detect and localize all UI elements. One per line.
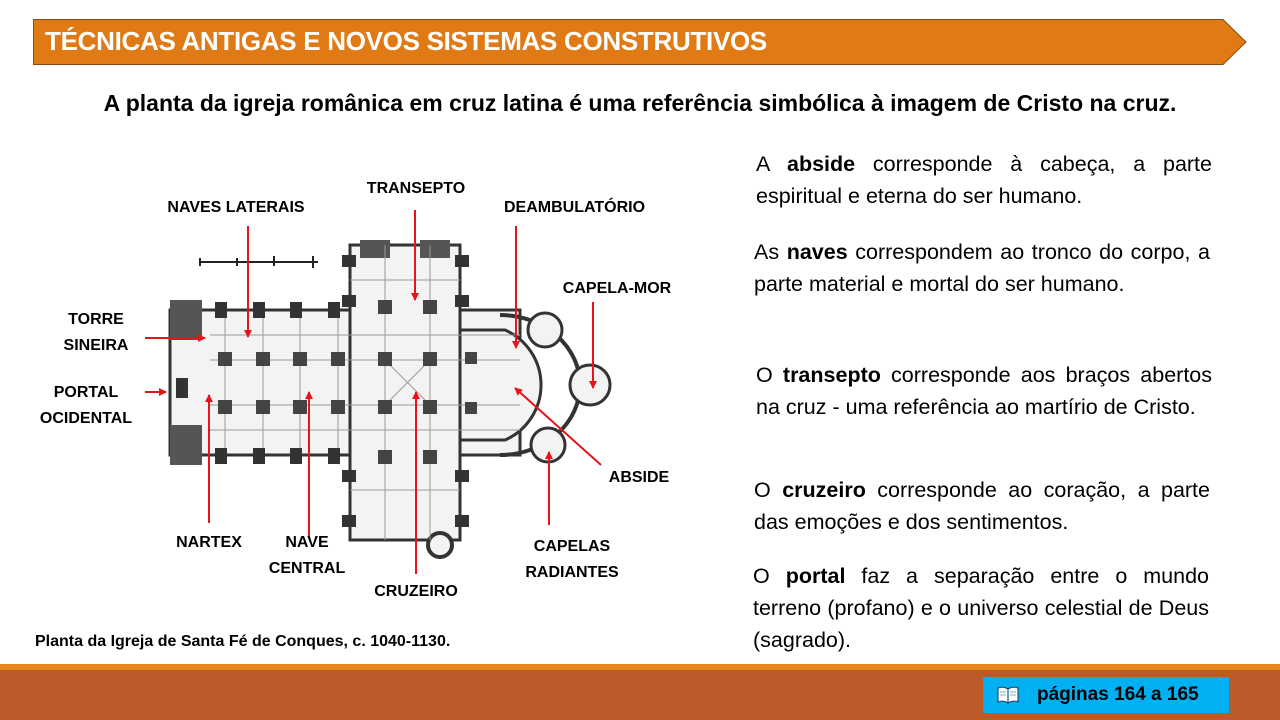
- label-capelas-radiantes: [516, 534, 628, 586]
- paragraph-cruzeiro: [754, 474, 1210, 538]
- label-portal-ocidental: [30, 380, 142, 432]
- label-capela-mor: CAPELA-MOR: [562, 280, 672, 297]
- para-text: correspondem ao tronco do corpo, a parte material e mortal do ser humano.: [754, 240, 1210, 296]
- para-text: O: [756, 363, 783, 387]
- label-portal-line1: PORTAL: [53, 384, 119, 401]
- scale-bar: [200, 256, 318, 268]
- label-portal-line2: OCIDENTAL: [39, 410, 133, 427]
- label-nave-central: [262, 530, 352, 582]
- para-text: corresponde ao coração, a parte das emoções e dos sentimentos.: [754, 478, 1210, 534]
- para-text: As: [754, 240, 787, 264]
- paragraph-transepto: [756, 359, 1212, 423]
- label-capelas-line1: CAPELAS: [533, 538, 611, 555]
- header-title: TÉCNICAS ANTIGAS E NOVOS SISTEMAS CONSTRUTIVOS: [45, 26, 767, 56]
- para-text: O: [753, 564, 786, 588]
- para-keyword: cruzeiro: [782, 478, 866, 502]
- label-capelas-line2: RADIANTES: [525, 564, 619, 581]
- label-nave-line2: CENTRAL: [268, 560, 346, 577]
- paragraph-portal: [753, 560, 1209, 656]
- paragraph-abside: [756, 148, 1212, 212]
- pages-label: páginas 164 a 165: [1037, 684, 1199, 705]
- label-nave-line1: NAVE: [285, 534, 329, 551]
- label-nartex: NARTEX: [176, 534, 242, 551]
- label-deambulatorio: DEAMBULATÓRIO: [503, 199, 646, 216]
- label-torre-line1: TORRE: [68, 311, 124, 328]
- book-icon: [997, 686, 1019, 704]
- para-text: corresponde à cabeça, a parte espiritual e eterna do ser humano.: [756, 152, 1212, 208]
- page-subtitle: A planta da igreja românica em cruz latina é uma referência simbólica à imagem de Cristo na cruz.: [103, 90, 1177, 116]
- para-text: corresponde aos braços abertos na cruz - uma referência ao martírio de Cristo.: [756, 363, 1212, 419]
- para-text: O: [754, 478, 783, 502]
- para-keyword: transepto: [782, 363, 881, 387]
- label-abside: ABSIDE: [608, 469, 670, 486]
- plan-walls: [170, 240, 610, 557]
- para-keyword: naves: [786, 240, 848, 264]
- figure-caption: Planta da Igreja de Santa Fé de Conques, c. 1040-1130.: [35, 633, 451, 650]
- label-transepto: TRANSEPTO: [366, 180, 466, 197]
- paragraph-naves: [754, 236, 1210, 300]
- para-keyword: portal: [785, 564, 846, 588]
- para-text: faz a separação entre o mundo terreno (profano) e o universo celestial de Deus (sagrado).: [753, 564, 1209, 652]
- para-text: A: [756, 152, 787, 176]
- label-torre-sineira: [60, 307, 132, 359]
- pages-badge[interactable]: [983, 677, 1229, 713]
- para-keyword: abside: [786, 152, 856, 176]
- label-naves-laterais: NAVES LATERAIS: [167, 199, 305, 216]
- label-torre-line2: SINEIRA: [63, 337, 129, 354]
- label-cruzeiro: CRUZEIRO: [374, 583, 458, 600]
